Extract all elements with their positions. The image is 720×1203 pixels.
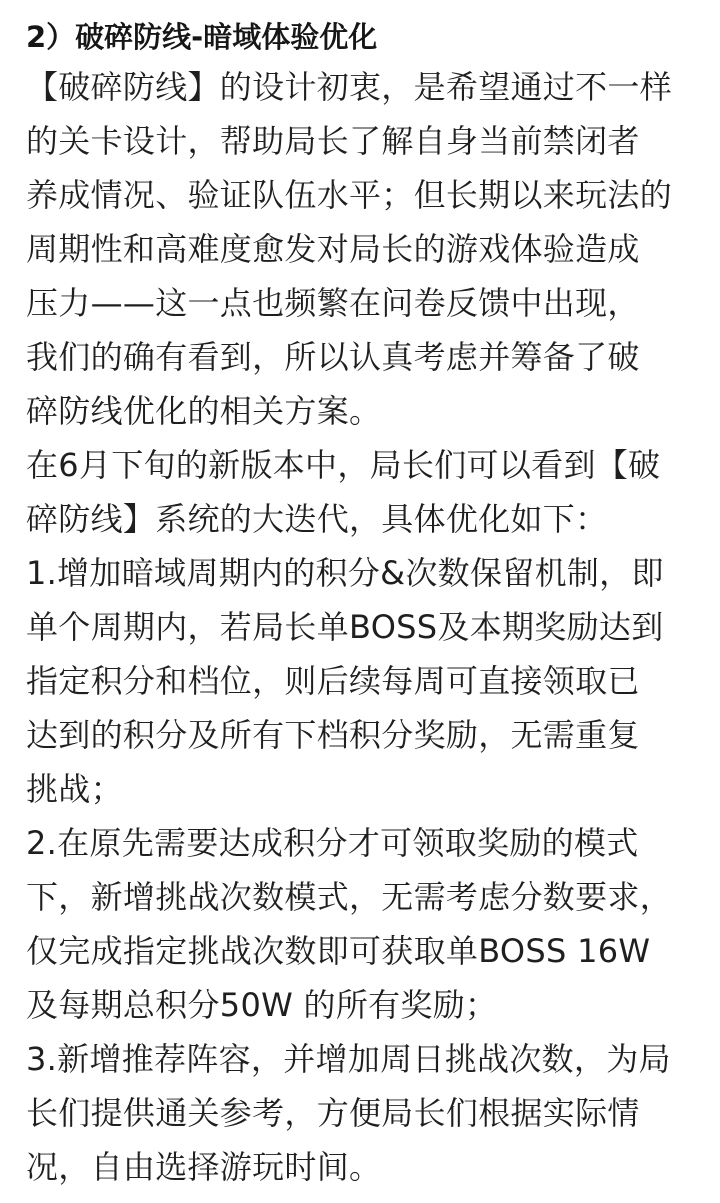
list-item-2-line: 及每期总积分50W 的所有奖励；: [26, 986, 498, 1024]
list-item-1-line: 挑战；: [26, 770, 123, 808]
body-line: 压力——这一点也频繁在问卷反馈中出现，: [26, 284, 640, 322]
article: [26, 14, 694, 1194]
body-line: 在6月下旬的新版本中，局长们可以看到【破: [26, 446, 661, 484]
body-line: 我们的确有看到，所以认真考虑并筹备了破: [26, 338, 640, 376]
list-item-3-line: 3.新增推荐阵容，并增加周日挑战次数，为局: [26, 1040, 671, 1078]
section-heading: 2）破碎防线-暗域体验优化: [26, 20, 378, 54]
list-item-2-line: 下，新增挑战次数模式，无需考虑分数要求，: [26, 878, 673, 916]
body-line: 碎防线】系统的大迭代，具体优化如下：: [26, 500, 608, 538]
body-line: 的关卡设计，帮助局长了解自身当前禁闭者: [26, 122, 640, 160]
body-line: 周期性和高难度愈发对局长的游戏体验造成: [26, 230, 640, 268]
list-item-1-line: 1.增加暗域周期内的积分&次数保留机制，即: [26, 554, 664, 592]
body-line: 【破碎防线】的设计初衷，是希望通过不一样: [26, 68, 673, 106]
list-item-2-line: 2.在原先需要达成积分才可领取奖励的模式: [26, 824, 639, 862]
list-item-1-line: 指定积分和档位，则后续每周可直接领取已: [26, 662, 640, 700]
list-item-3-line: 长们提供通关参考，方便局长们根据实际情: [26, 1094, 640, 1132]
list-item-1-line: 单个周期内，若局长单BOSS及本期奖励达到: [26, 608, 664, 646]
list-item-2-line: 仅完成指定挑战次数即可获取单BOSS 16W: [26, 932, 651, 970]
body-line: 碎防线优化的相关方案。: [26, 392, 382, 430]
list-item-1-line: 达到的积分及所有下档积分奖励，无需重复: [26, 716, 640, 754]
body-line: 养成情况、验证队伍水平；但长期以来玩法的: [26, 176, 673, 214]
list-item-3-line: 况，自由选择游玩时间。: [26, 1148, 382, 1186]
